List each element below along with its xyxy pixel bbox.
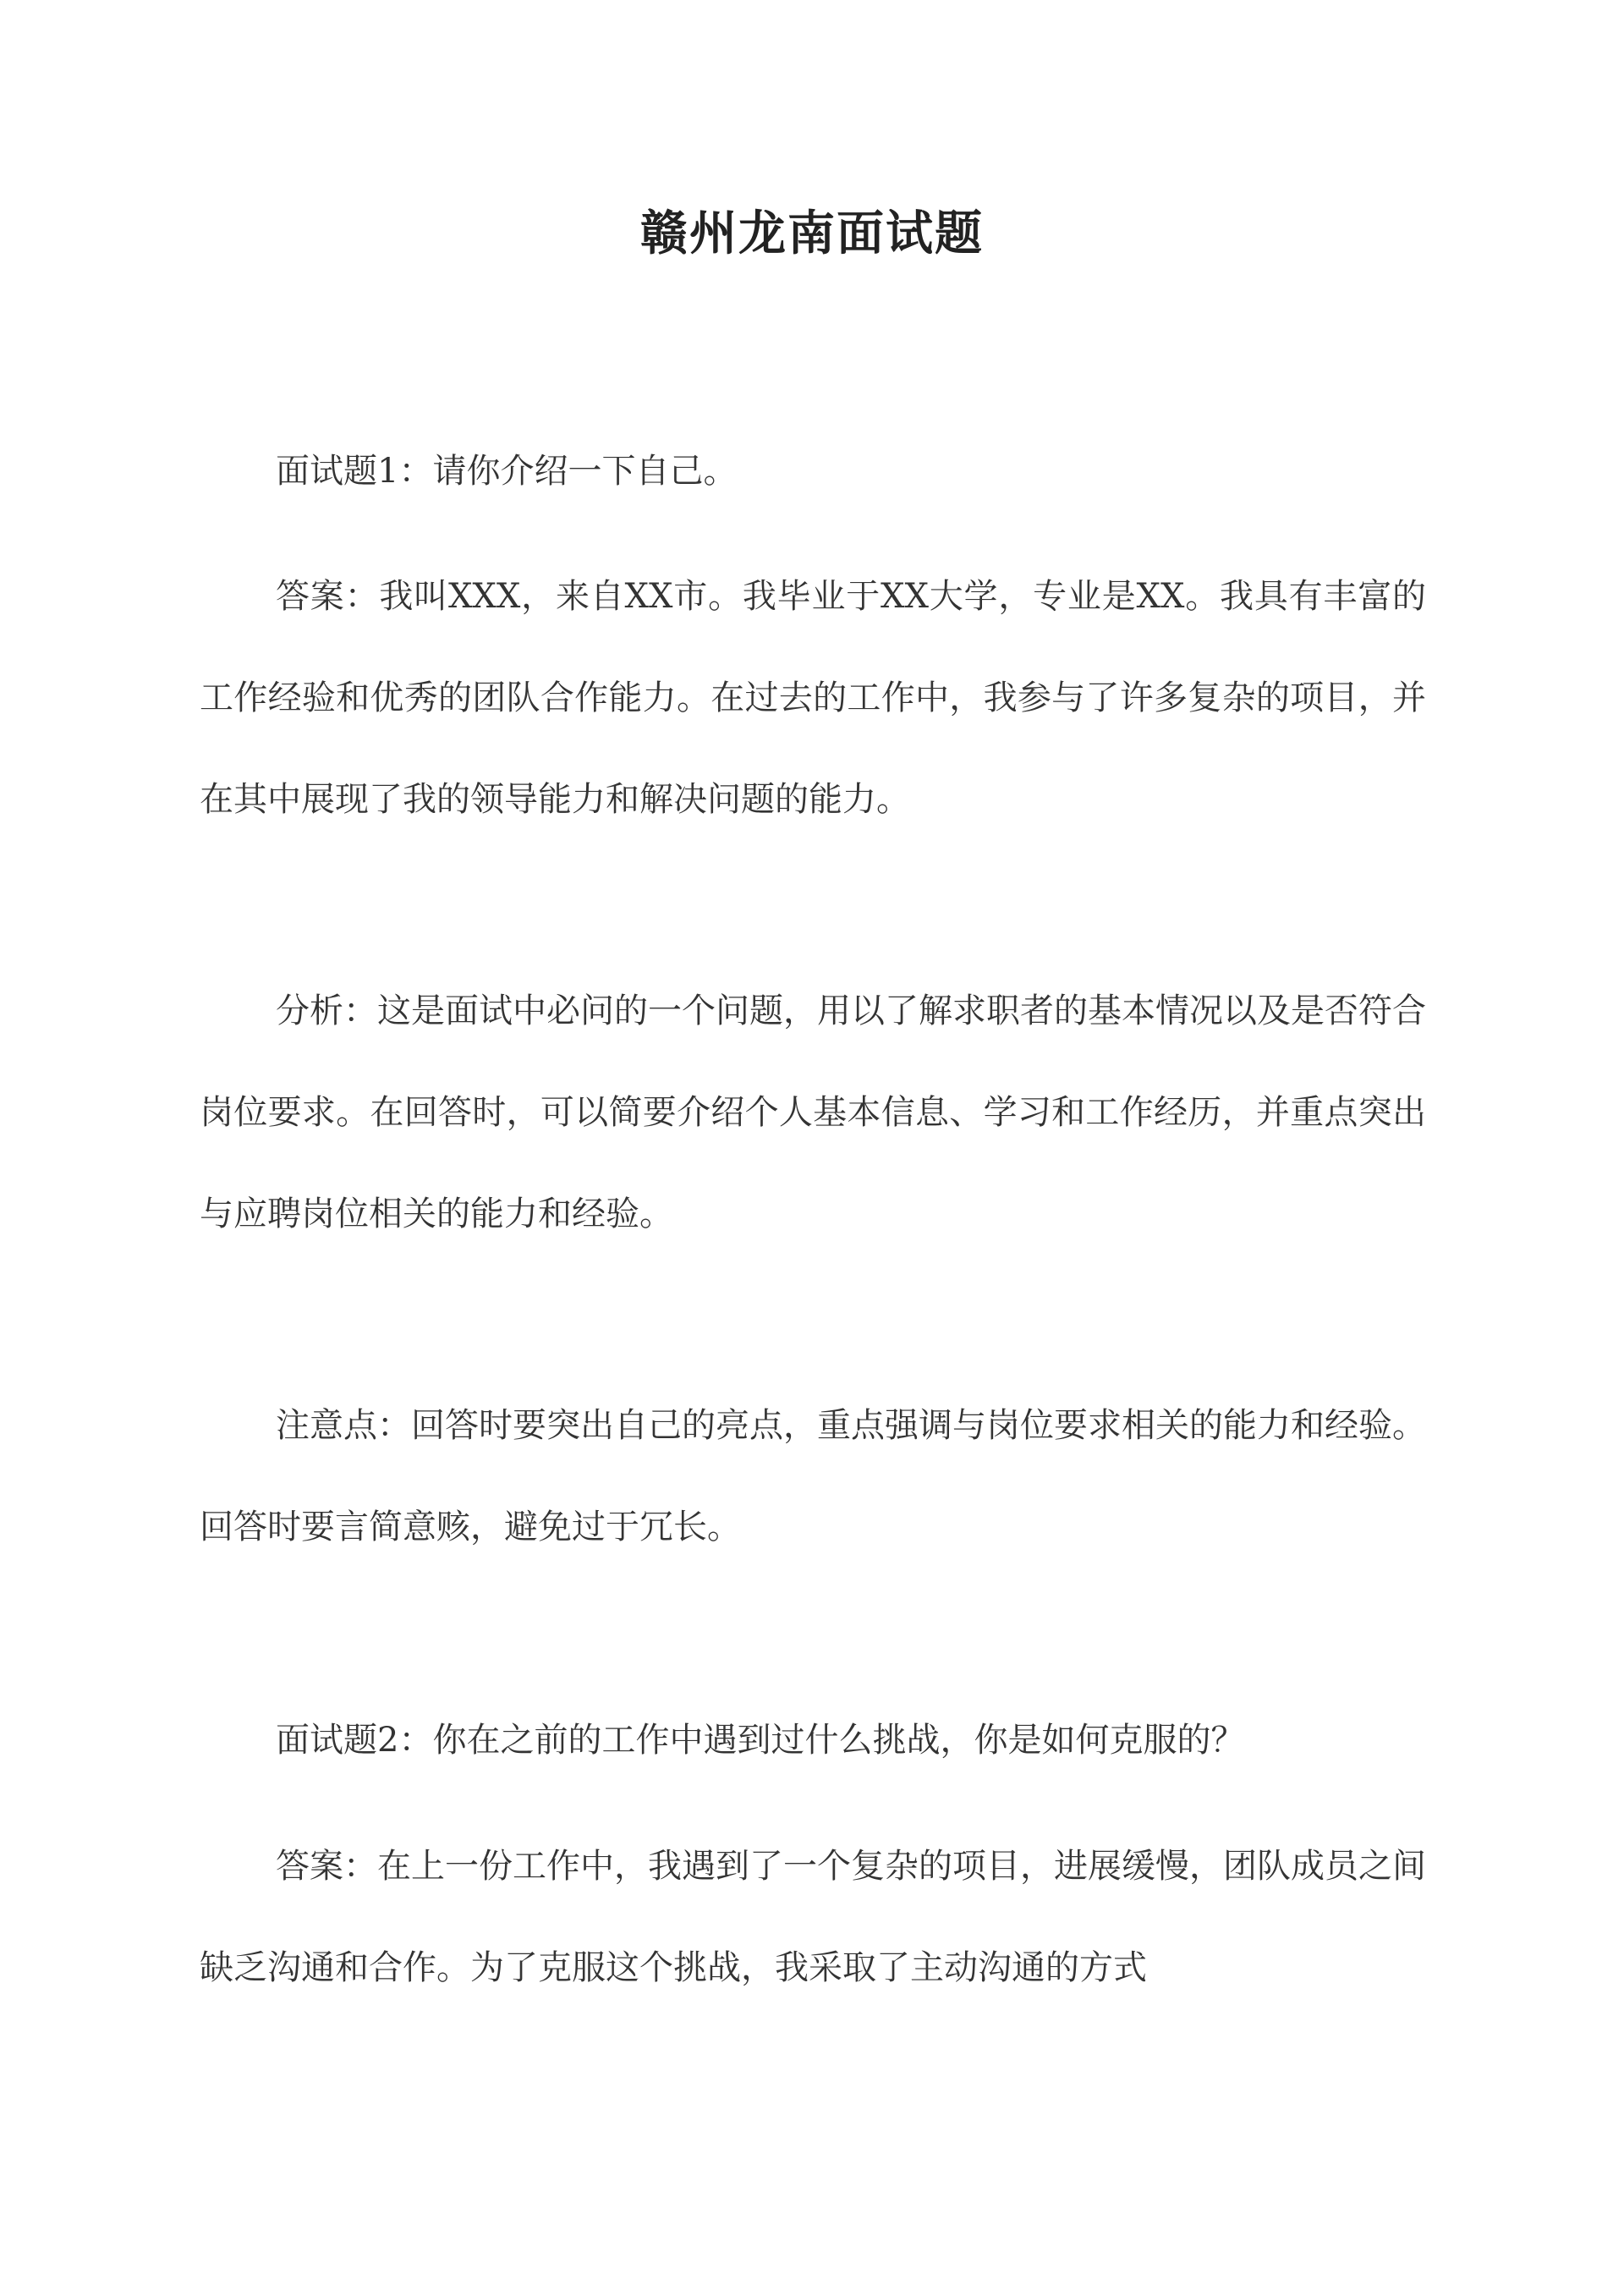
analysis-1: 分析：这是面试中必问的一个问题，用以了解求职者的基本情况以及是否符合岗位要求。在回答时，可以简要介绍个人基本信息、学习和工作经历，并重点突出与应聘岗位相关的能力和经验。	[200, 991, 1426, 1233]
notes-1: 注意点：回答时要突出自己的亮点，重点强调与岗位要求相关的能力和经验。回答时要言简意赅，避免过于冗长。	[200, 1406, 1426, 1546]
document-title: 赣州龙南面试题	[640, 206, 984, 261]
answer-1: 答案：我叫XXX，来自XX市。我毕业于XX大学，专业是XX。我具有丰富的工作经验和优秀的团队合作能力。在过去的工作中，我参与了许多复杂的项目，并在其中展现了我的领导能力和解决问题的能力。	[200, 577, 1426, 819]
question-2: 面试题2：你在之前的工作中遇到过什么挑战，你是如何克服的？	[276, 1721, 1245, 1760]
answer-2: 答案：在上一份工作中，我遇到了一个复杂的项目，进展缓慢，团队成员之间缺乏沟通和合作。为了克服这个挑战，我采取了主动沟通的方式	[200, 1847, 1426, 1987]
question-1: 面试题1：请你介绍一下自己。	[276, 452, 738, 491]
